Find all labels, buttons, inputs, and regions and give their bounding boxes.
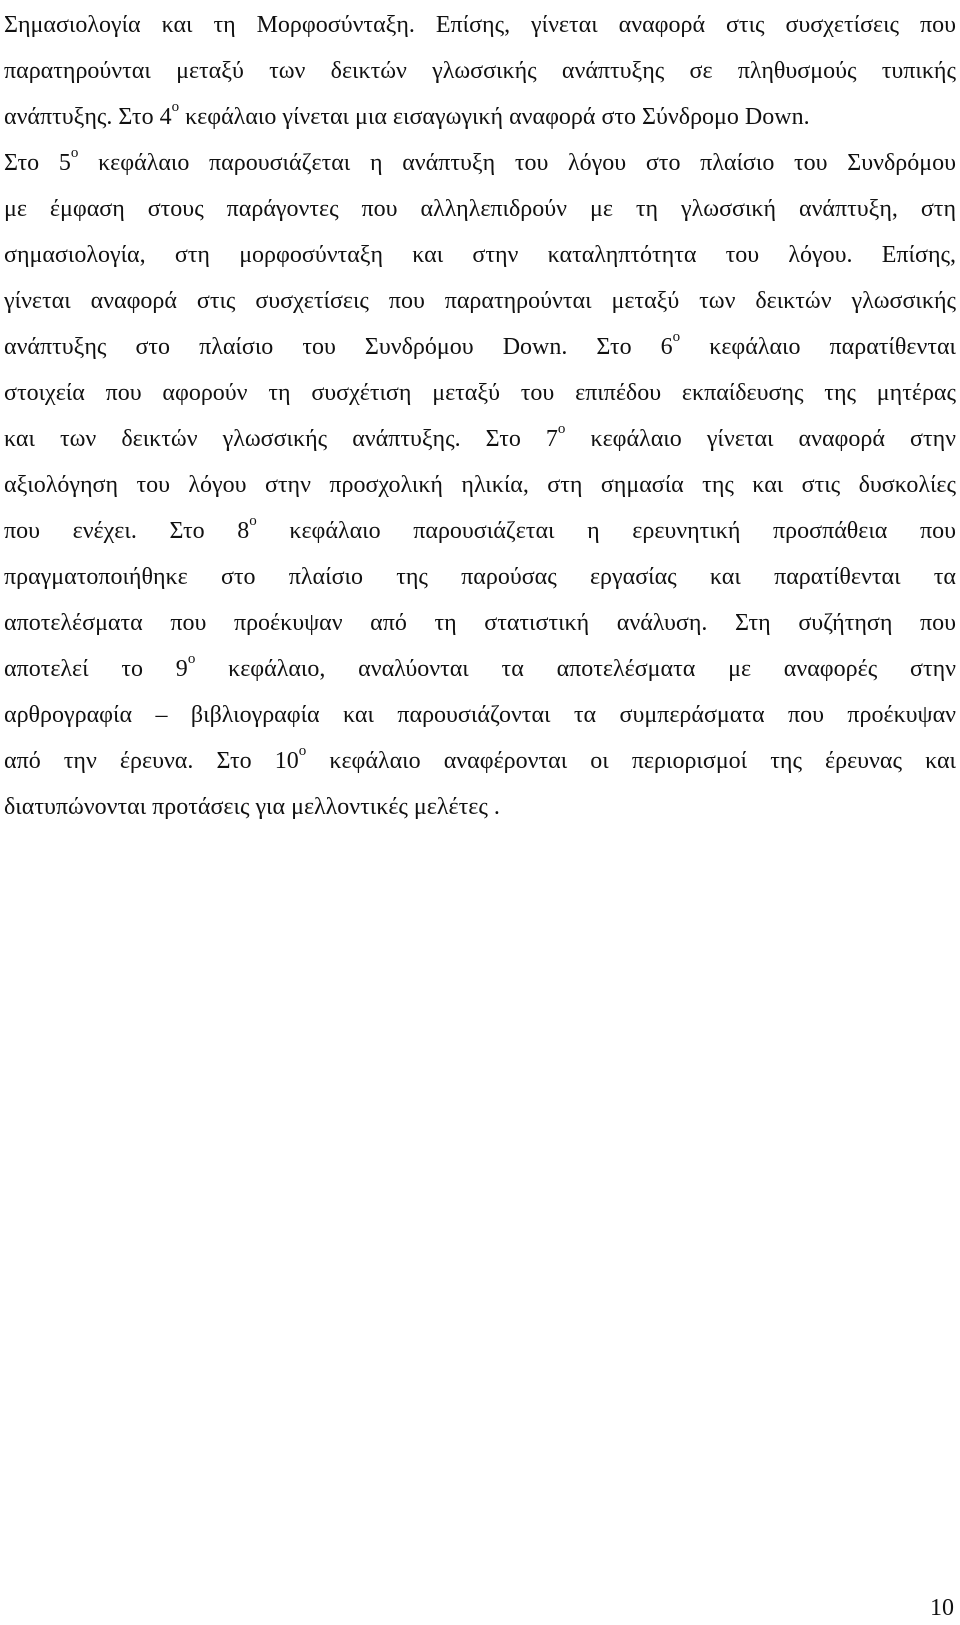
text-line-2: παρατηρούνται μεταξύ των δεικτών γλωσσικής ανάπτυξης σε πληθυσμούς τυπικής — [4, 58, 956, 84]
ordinal-superscript: ο — [249, 513, 257, 529]
line-text-segment: αποτελεί το 9 — [4, 656, 188, 682]
line-text-segment: κεφάλαιο γίνεται αναφορά στην — [565, 426, 956, 452]
ordinal-superscript: ο — [298, 743, 307, 759]
text-line-8 — [4, 324, 956, 370]
line-text-segment: Στο 5 — [4, 150, 71, 176]
ordinal-superscript: ο — [672, 329, 681, 345]
line-text-segment: κεφάλαιο παρουσιάζεται η ερευνητική προσπάθεια που — [256, 518, 956, 544]
ordinal-superscript: ο — [557, 421, 566, 437]
text-line-12 — [4, 508, 956, 554]
text-line-3 — [4, 94, 956, 140]
text-line-13: πραγματοποιήθηκε στο πλαίσιο της παρούσας εργασίας και παρατίθενται τα — [4, 564, 956, 590]
line-text-segment: κεφάλαιο γίνεται μια εισαγωγική αναφορά στο Σύνδρομο Down. — [179, 104, 810, 130]
text-line-6: σημασιολογία, στη μορφοσύνταξη και στην καταληπτότητα του λόγου. Επίσης, — [4, 242, 956, 268]
ordinal-superscript: ο — [187, 651, 196, 667]
line-text-segment: που ενέχει. Στο 8 — [4, 518, 250, 544]
text-line-5: με έμφαση στους παράγοντες που αλληλεπιδρούν με τη γλωσσική ανάπτυξη, στη — [4, 196, 956, 222]
text-line-15 — [4, 646, 956, 692]
text-line-9: στοιχεία που αφορούν τη συσχέτιση μεταξύ του επιπέδου εκπαίδευσης της μητέρας — [4, 380, 956, 406]
text-line-4 — [4, 140, 956, 186]
text-line-14: αποτελέσματα που προέκυψαν από τη στατιστική ανάλυση. Στη συζήτηση που — [4, 610, 956, 636]
line-text-segment: ανάπτυξης στο πλαίσιο του Συνδρόμου Down. Στο 6 — [4, 334, 673, 360]
line-text-segment: και των δεικτών γλωσσικής ανάπτυξης. Στο 7 — [4, 426, 558, 452]
line-text-segment: κεφάλαιο, αναλύονται τα αποτελέσματα με αναφορές στην — [195, 656, 956, 682]
text-line-1: Σημασιολογία και τη Μορφοσύνταξη. Επίσης, γίνεται αναφορά στις συσχετίσεις που — [4, 12, 956, 38]
text-line-18: διατυπώνονται προτάσεις για μελλοντικές μελέτες . — [4, 794, 500, 820]
text-line-16: αρθρογραφία – βιβλιογραφία και παρουσιάζονται τα συμπεράσματα που προέκυψαν — [4, 702, 956, 728]
page-number: 10 — [930, 1595, 954, 1621]
text-line-17 — [4, 738, 956, 784]
line-text-segment: κεφάλαιο αναφέρονται οι περιορισμοί της έρευνας και — [306, 748, 957, 774]
line-text-segment: κεφάλαιο παρατίθενται — [680, 334, 956, 360]
text-line-11: αξιολόγηση του λόγου στην προσχολική ηλικία, στη σημασία της και στις δυσκολίες — [4, 472, 956, 498]
ordinal-superscript: ο — [70, 145, 79, 161]
text-line-7: γίνεται αναφορά στις συσχετίσεις που παρατηρούνται μεταξύ των δεικτών γλωσσικής — [4, 288, 956, 314]
ordinal-superscript: ο — [171, 99, 180, 115]
line-text-segment: ανάπτυξης. Στο 4 — [4, 104, 172, 130]
line-text-segment: από την έρευνα. Στο 10 — [4, 748, 299, 774]
line-text-segment: κεφάλαιο παρουσιάζεται η ανάπτυξη του λόγου στο πλαίσιο του Συνδρόμου — [78, 150, 956, 176]
text-line-10 — [4, 416, 956, 462]
